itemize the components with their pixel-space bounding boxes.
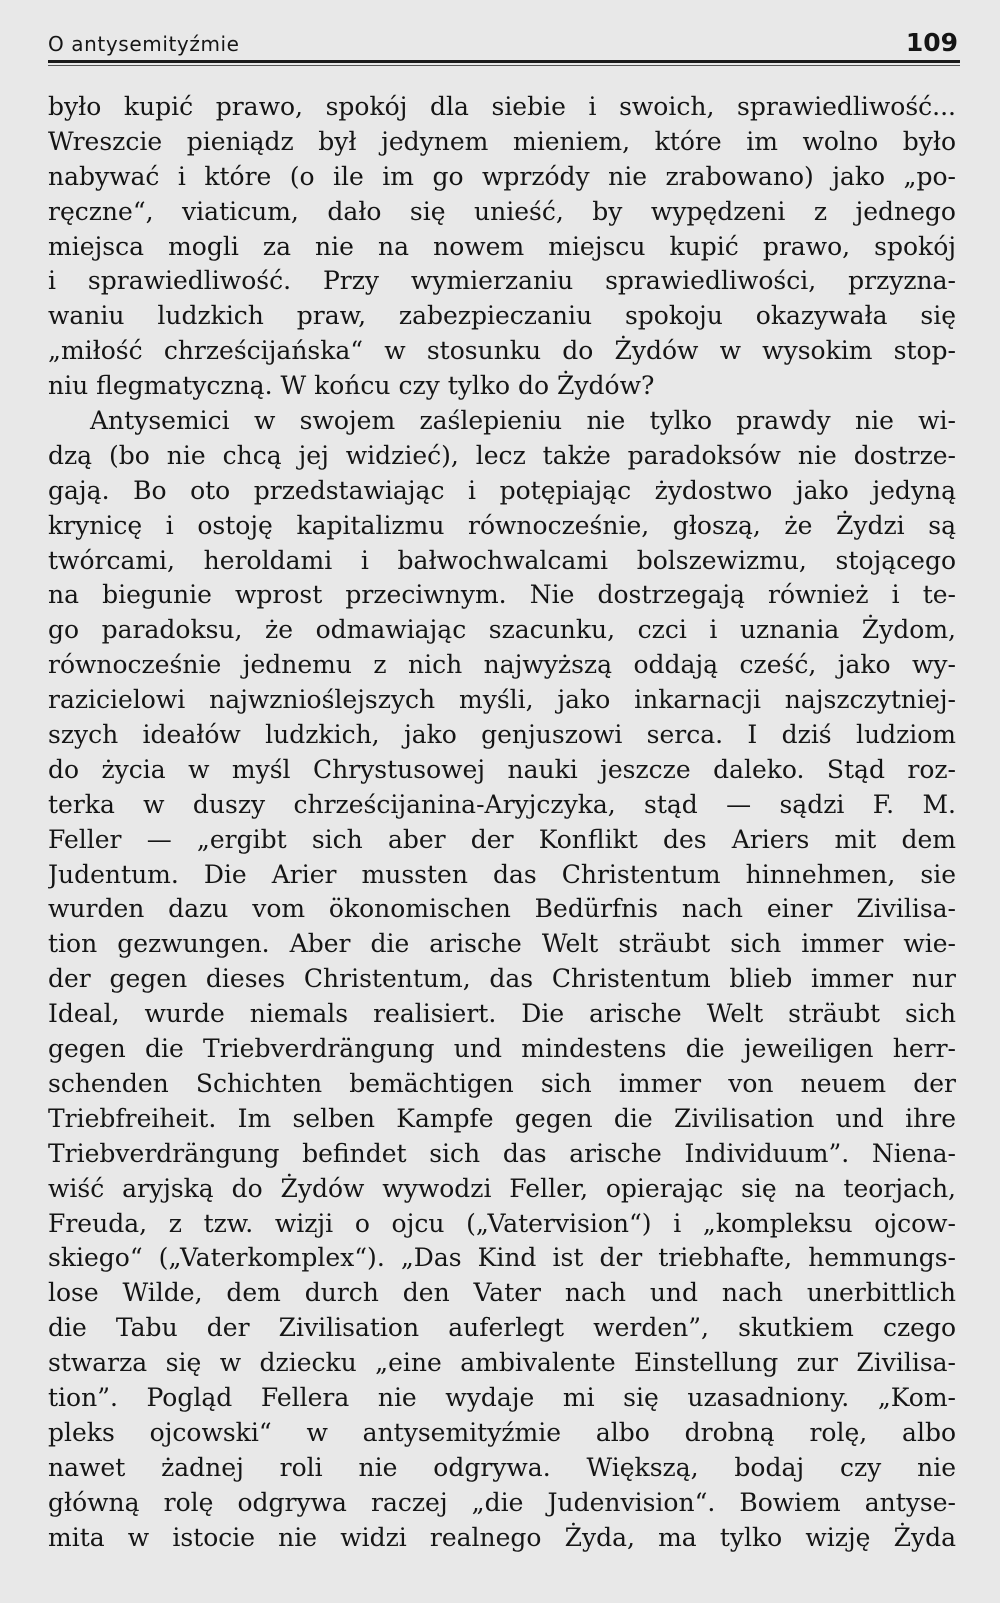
text-line: razicielowi najwznioślejszych myśli, jako inkarnacji najszczytniej- xyxy=(48,685,956,715)
text-line: Feller — „ergibt sich aber der Konflikt des Ariers mit dem xyxy=(48,824,956,854)
text-line: Ideal, wurde niemals realisiert. Die arische Welt sträubt sich xyxy=(48,999,956,1029)
text-line: równocześnie jednemu z nich najwyższą oddają cześć, jako wy- xyxy=(48,650,956,680)
text-line: miejsca mogli za nie na nowem miejscu kupić prawo, spokój xyxy=(48,231,956,261)
running-title: O antysemityźmie xyxy=(48,32,240,56)
text-line: stwarza się w dziecku „eine ambivalente Einstellung zur Zivilisa- xyxy=(48,1348,956,1378)
text-line: terka w duszy chrześcijanina-Aryjczyka, stąd — sądzi F. M. xyxy=(48,789,956,819)
text-line: „miłość chrześcijańska“ w stosunku do Żydów w wysokim stop- xyxy=(48,336,956,366)
text-line: tion”. Pogląd Fellera nie wydaje mi się uzasadniony. „Kom- xyxy=(48,1382,956,1412)
text-line: szych ideałów ludzkich, jako genjuszowi serca. I dziś ludziom xyxy=(48,720,956,750)
text-line: Judentum. Die Arier mussten das Christentum hinnehmen, sie xyxy=(48,859,956,889)
page-number: 109 xyxy=(905,28,958,57)
text-line: wurden dazu vom ökonomischen Bedürfnis nach einer Zivilisa- xyxy=(48,894,956,924)
text-line: pleks ojcowski“ w antysemityźmie albo drobną rolę, albo xyxy=(48,1417,956,1447)
header-rule-thin xyxy=(48,65,960,66)
text-line: die Tabu der Zivilisation auferlegt werden”, skutkiem czego xyxy=(48,1313,956,1343)
text-line: go paradoksu, że odmawiając szacunku, czci i uznania Żydom, xyxy=(48,615,956,645)
text-line: Wreszcie pieniądz był jedynem mieniem, które im wolno było xyxy=(48,126,956,156)
running-head xyxy=(48,22,958,62)
text-line: nawet żadnej roli nie odgrywa. Większą, bodaj czy nie xyxy=(48,1452,956,1482)
text-line: wiść aryjską do Żydów wywodzi Feller, opierając się na teorjach, xyxy=(48,1173,956,1203)
text-line: było kupić prawo, spokój dla siebie i swoich, sprawiedliwość... xyxy=(48,92,956,121)
text-line: tion gezwungen. Aber die arische Welt sträubt sich immer wie- xyxy=(48,929,956,959)
text-line: Triebverdrängung befindet sich das arische Individuum”. Niena- xyxy=(48,1138,956,1168)
paragraph-start-line: Antysemici w swojem zaślepieniu nie tylko prawdy nie wi- xyxy=(90,406,956,436)
text-line: gegen die Triebverdrängung und mindestens die jeweiligen herr- xyxy=(48,1034,956,1064)
body-text xyxy=(48,90,956,1555)
text-line: waniu ludzkich praw, zabezpieczaniu spokoju okazywała się xyxy=(48,301,956,331)
text-line: nabywać i które (o ile im go wprzódy nie zrabowano) jako „po- xyxy=(48,161,956,191)
text-line: na biegunie wprost przeciwnym. Nie dostrzegają również i te- xyxy=(48,580,956,610)
text-line: krynicę i ostoję kapitalizmu równocześnie, głoszą, że Żydzi są xyxy=(48,510,956,540)
text-line: skiego“ („Vaterkomplex“). „Das Kind ist der triebhafte, hemmungs- xyxy=(48,1243,956,1273)
text-line: główną rolę odgrywa raczej „die Judenvision“. Bowiem antyse- xyxy=(48,1487,956,1517)
text-line: Triebfreiheit. Im selben Kampfe gegen die Zivilisation und ihre xyxy=(48,1103,956,1133)
header-rule xyxy=(48,60,960,63)
text-line: gają. Bo oto przedstawiając i potępiając żydostwo jako jedyną xyxy=(48,475,956,505)
text-line: Freuda, z tzw. wizji o ojcu („Vatervision“) i „kompleksu ojcow- xyxy=(48,1208,956,1238)
text-line: schenden Schichten bemächtigen sich immer von neuem der xyxy=(48,1068,956,1098)
text-line: dzą (bo nie chcą jej widzieć), lecz także paradoksów nie dostrze- xyxy=(48,440,956,470)
text-line: i sprawiedliwość. Przy wymierzaniu sprawiedliwości, przyzna- xyxy=(48,266,956,296)
text-line: ręczne“, viaticum, dało się unieść, by wypędzeni z jednego xyxy=(48,196,956,226)
paragraph-end-line: niu flegmatyczną. W końcu czy tylko do Żydów? xyxy=(48,371,655,401)
text-line: der gegen dieses Christentum, das Christentum blieb immer nur xyxy=(48,964,956,994)
text-line: twórcami, heroldami i bałwochwalcami bolszewizmu, stojącego xyxy=(48,545,956,575)
text-line: mita w istocie nie widzi realnego Żyda, ma tylko wizję Żyda xyxy=(48,1522,956,1552)
text-line: do życia w myśl Chrystusowej nauki jeszcze daleko. Stąd roz- xyxy=(48,754,956,784)
text-line: lose Wilde, dem durch den Vater nach und nach unerbittlich xyxy=(48,1278,956,1308)
